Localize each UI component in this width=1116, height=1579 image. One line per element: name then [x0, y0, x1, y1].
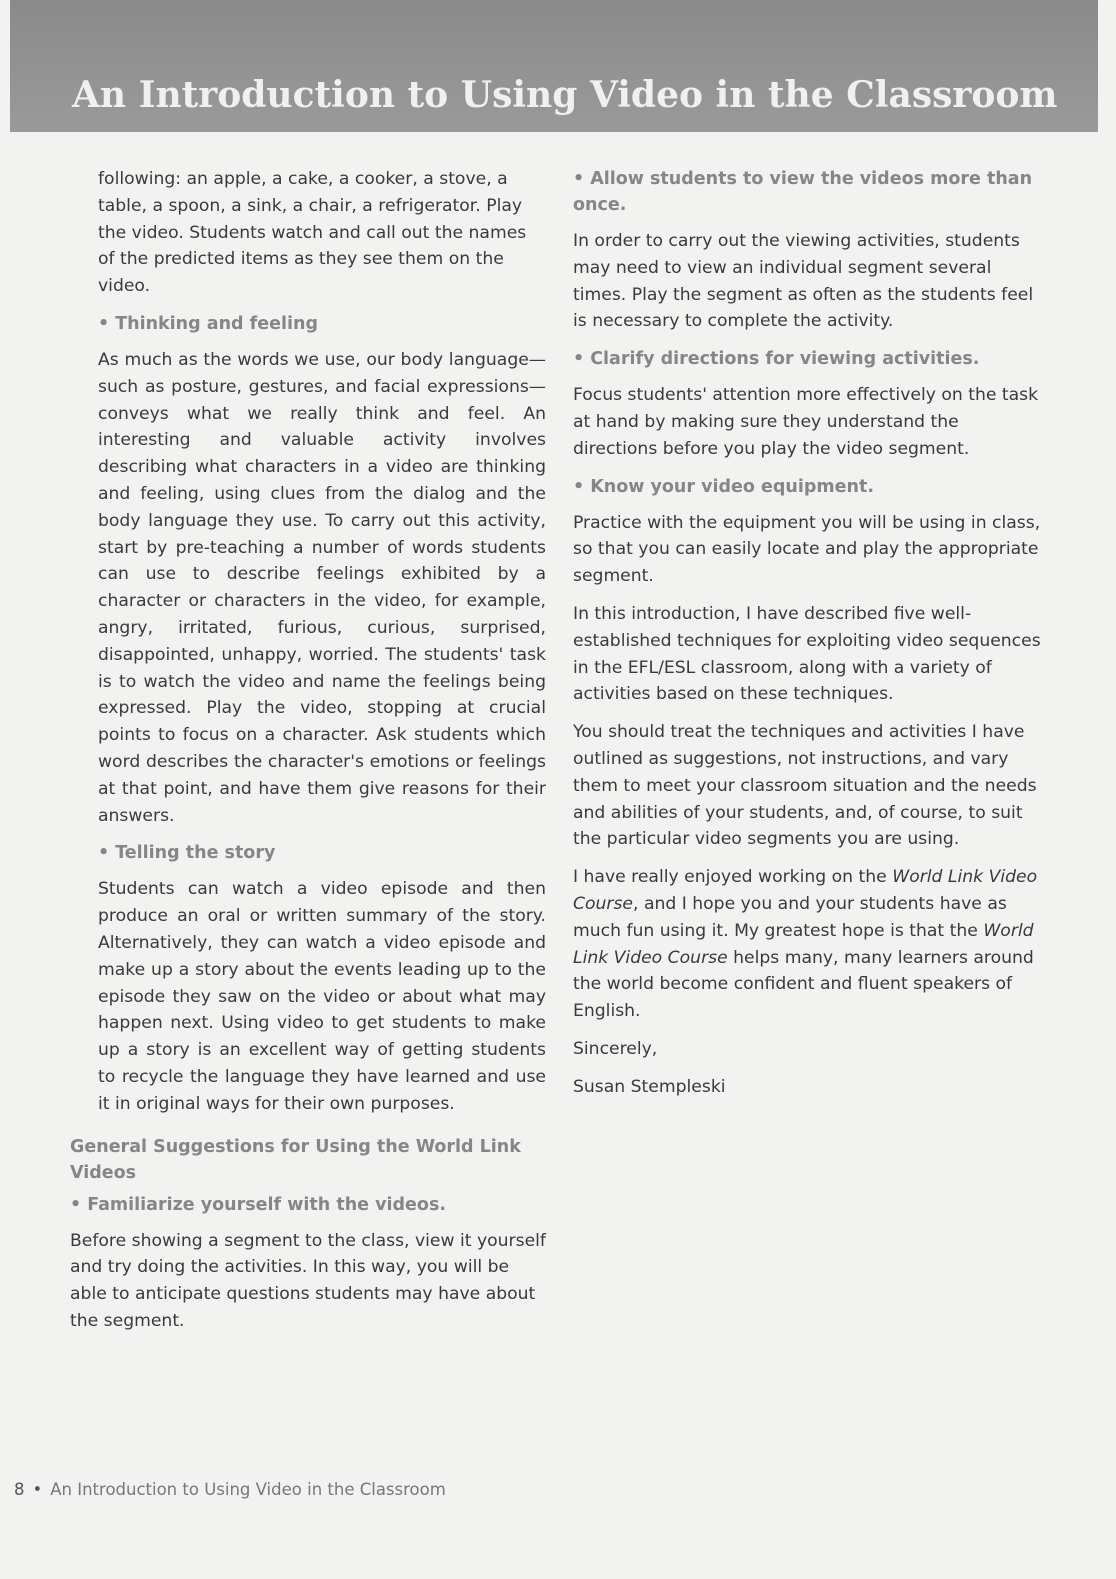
page-title: An Introduction to Using Video in the Classroom — [72, 74, 1058, 116]
page-footer — [14, 1480, 446, 1499]
bullet-heading-know-equipment: • Know your video equipment. — [573, 476, 874, 497]
course-title-italic: World Link Video Course — [573, 920, 1034, 968]
bullet-icon: • — [70, 1194, 82, 1215]
right-paragraph-5: You should treat the techniques and activities I have outlined as suggestions, not instructions, and vary them to meet your classroom situation and the needs and abilities of your students, and, of course, to suit the particular video segments you are using. — [573, 722, 1037, 850]
right-paragraph-4: In this introduction, I have described five well-established techniques for exploiting video sequences in the EFL/ESL classroom, along with a variety of activities based on these techniques. — [573, 603, 1041, 705]
right-column — [573, 166, 1048, 1112]
bullet-heading-allow-students: • Allow students to view the videos more than once. — [573, 169, 1033, 215]
course-title-italic: World Link Video Course — [573, 867, 1038, 914]
bullet-heading-familiarize: • Familiarize yourself with the videos. — [70, 1194, 447, 1215]
bullet-heading-telling-the-story: • Telling the story — [98, 843, 276, 864]
footer-bullet-icon: • — [32, 1480, 43, 1499]
page-header-banner — [10, 0, 1098, 132]
signature: Susan Stempleski — [573, 1076, 726, 1097]
bullet-icon: • — [573, 349, 585, 370]
bullet-icon: • — [98, 843, 110, 864]
left-column — [70, 166, 546, 1346]
left-paragraph-3: Students can watch a video episode and then produce an oral or written summary of the story. Alternatively, they can watch a video episode and make up a story about the events leading up to the episode they saw on the video or about what may happen next. Using video to get students to make up a story is an excellent way of getting students to recycle the language they have learned and use it in original ways for their own purposes. — [98, 879, 546, 1114]
left-paragraph-1: following: an apple, a cake, a cooker, a stove, a table, a spoon, a sink, a chair, a refrigerator. Play the video. Students watch and call out the names of the predicted items as they see them on the video. — [98, 169, 527, 297]
right-paragraph-3: Practice with the equipment you will be using in class, so that you can easily locate and play the appropriate segment. — [573, 512, 1041, 587]
footer-title: An Introduction to Using Video in the Classroom — [50, 1480, 446, 1499]
bullet-heading-thinking-and-feeling: • Thinking and feeling — [98, 313, 318, 334]
bullet-icon: • — [573, 476, 585, 497]
closing: Sincerely, — [573, 1038, 658, 1059]
left-paragraph-2: As much as the words we use, our body language—such as posture, gestures, and facial expressions—conveys what we really think and feel. An interesting and valuable activity involves describing what characters in a video are thinking and feeling, using clues from the dialog and the body language they use. To carry out this activity, start by pre-teaching a number of words students can use to describe feelings exhibited by a character or characters in the video, for example, angry, irritated, furious, curious, surprised, disappointed, unhappy, worried. The students' task is to watch the video and name the feelings being expressed. Play the video, stopping at crucial points to focus on a character. Ask students which word describes the character's emotions or feelings at that point, and have them give reasons for their answers. — [98, 349, 546, 826]
section-subheading-general-suggestions: General Suggestions for Using the World Link Videos — [70, 1136, 521, 1183]
right-paragraph-6: I have really enjoyed working on the World Link Video Course, and I hope you and your students have as much fun using it. My greatest hope is that the World Link Video Course helps many, many learners around the world become confident and fluent speakers of English. — [573, 867, 1038, 1022]
bullet-icon: • — [573, 169, 585, 189]
left-paragraph-4: Before showing a segment to the class, view it yourself and try doing the activities. In this way, you will be able to anticipate questions students may have about the segment. — [70, 1230, 546, 1331]
bullet-icon: • — [98, 313, 110, 334]
page-number: 8 — [14, 1480, 25, 1499]
right-paragraph-1: In order to carry out the viewing activities, students may need to view an individual segment several times. Play the segment as often as the students feel is necessary to complete the activity. — [573, 231, 1034, 332]
bullet-heading-clarify-directions: • Clarify directions for viewing activities. — [573, 349, 980, 370]
right-paragraph-2: Focus students' attention more effectively on the task at hand by making sure they understand the directions before you play the video segment. — [573, 385, 1039, 459]
